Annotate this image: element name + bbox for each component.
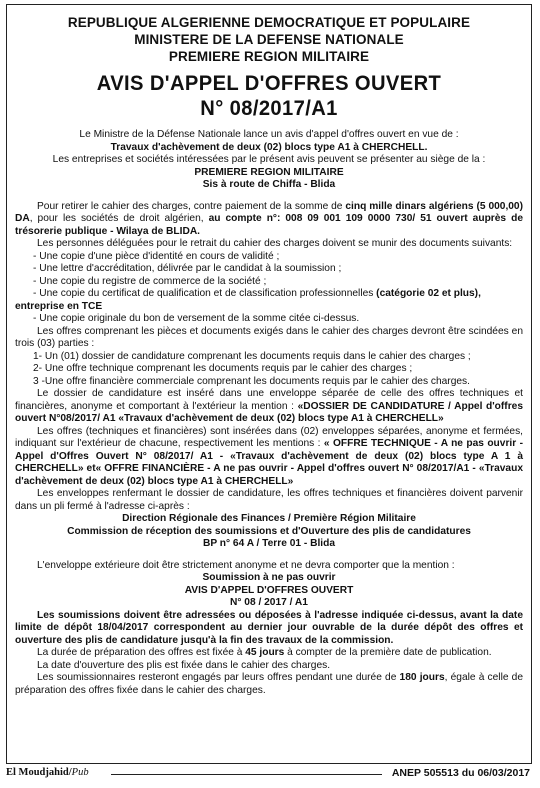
footer-pub: Pub: [71, 767, 89, 778]
notice-title: [25, 71, 513, 121]
parts-item-1: 1- Un (01) dossier de candidature comprenant les documents requis dans le cahier des charges ;: [33, 350, 471, 362]
parts-item-3: 3 -Une offre financière commerciale comprenant les documents requis par le cahier des charges.: [33, 375, 470, 387]
outer-mention-3: N° 08 / 2017 / A1: [230, 597, 308, 608]
outer-paragraph: L'enveloppe extérieure doit être strictement anonyme et ne devra comporter que la mention :: [37, 559, 455, 571]
document-item-4: [15, 288, 523, 313]
document-item-5: - Une copie originale du bon de versement de la somme citée ci-dessus.: [33, 313, 360, 324]
engagement-paragraph: [15, 672, 523, 697]
intro-text-2: Les entreprises et sociétés intéressées par le présent avis peuvent se présenter au siège de la :: [52, 154, 486, 165]
withdraw-a: Pour retirer le cahier des charges, contre paiement de la somme de: [37, 200, 346, 212]
offers-mention: « OFFRE TECHNIQUE - A ne pas ouvrir - Appel d'Offres Ouvert N° 08/2017/ A1 - «Travaux d'achèvement de deux (02) blocs type A 1 à CHERCHELL» et« OFFRE FINANCIÈRE - A ne pas ouvrir - Appel d'offres ouvert N° 08/2017/A1 - «Travaux d'achèvement de deux (02) blocs type A1 à CHERCHELL»: [15, 438, 523, 487]
envelopes-address-2: Commission de réception des soumissions et d'Ouverture des plis de candidatures: [67, 525, 471, 537]
header-ministry: MINISTERE DE LA DEFENSE NATIONALE: [134, 32, 404, 47]
intro-text: Le Ministre de la Défense Nationale lance un avis d'appel d'offres ouvert en vue de :: [79, 129, 459, 140]
footer-publication: [6, 767, 89, 778]
notice-body: [15, 129, 523, 697]
engagement-days: 180 jours: [399, 672, 445, 683]
withdraw-c: , pour les sociétés de droit algérien,: [29, 213, 209, 224]
document-item-1: - Une copie d'une pièce d'identité en cours de validité ;: [33, 250, 280, 262]
notice-frame: [6, 4, 532, 764]
intro-object: Travaux d'achèvement de deux (02) blocs type A1 à CHERCHELL.: [110, 141, 428, 153]
duration-c: à compter de la première date de publication.: [284, 647, 492, 658]
envelopes-address-3: BP n° 64 A / Terre 01 - Blida: [202, 538, 336, 549]
document-item-4b: (catégorie 02 et plus), entreprise en TCE: [15, 288, 481, 312]
parts-intro: Les offres comprenant les pièces et documents exigés dans le cahier des charges devront être scindées en trois (03) parties :: [15, 325, 523, 349]
candidature-a: Le dossier de candidature est inséré dans une enveloppe séparée de celle des offres techniques et financières, anonyme et comportant à l'extérieur la mention :: [15, 388, 523, 412]
offers-a: Les offres (techniques et financières) sont insérées dans (02) enveloppes séparées, anonyme et fermées, indiquant sur l'extérieur de chacune, respectivement les mentions :: [15, 425, 523, 449]
engagement-a: Les soumissionnaires resteront engagés par leurs offres pendant une durée de: [37, 672, 400, 683]
opening-paragraph: La date d'ouverture des plis est fixée dans le cahier des charges.: [37, 659, 331, 671]
title-line-2: N° 08/2017/A1: [200, 97, 338, 120]
document-item-4a: - Une copie du certificat de qualification et de classification professionnelles: [33, 288, 377, 299]
envelopes-address-1: Direction Régionale des Finances / Première Région Militaire: [122, 513, 416, 524]
document-item-2: - Une lettre d'accréditation, délivrée par le candidat à la soumission ;: [33, 263, 342, 274]
intro-address-2: Sis à route de Chiffa - Blida: [202, 179, 336, 190]
intro-address-1: PREMIERE REGION MILITAIRE: [194, 166, 344, 178]
envelopes-paragraph: Les enveloppes renfermant le dossier de candidature, les offres techniques et financières doivent parvenir dans un pli fermé à l'adresse ci-après :: [15, 488, 523, 512]
engagement-c: , égale à celle de préparation des offres fixée dans le cahier des charges.: [15, 672, 523, 696]
deadline-paragraph: Les soumissions doivent être adressées ou déposées à l'adresse indiquée ci-dessus, avant la date limite de dépôt 18/04/2017 correspondent au dernier jour ouvrable de la durée dépôt des offres et ouverture des plis de candidature jusqu'à la fin des travaux de la commission.: [15, 609, 523, 646]
footer-paper: El Moudjahid/: [6, 767, 72, 778]
header-block: [15, 14, 523, 65]
documents-intro: Les personnes déléguées pour le retrait du cahier des charges doivent se munir des documents suivants:: [37, 238, 513, 249]
title-line-1: AVIS D'APPEL D'OFFRES OUVERT: [96, 72, 442, 95]
footer: [6, 767, 532, 783]
footer-divider: [111, 774, 382, 775]
candidature-mention: «DOSSIER DE CANDIDATURE / Appel d'offres ouvert N°08/2017/ A1 «Travaux d'achèvement de deux (02) blocs type A1 à CHERCHELL»: [15, 400, 523, 424]
offers-paragraph: [15, 426, 523, 489]
header-region: PREMIERE REGION MILITAIRE: [168, 49, 370, 64]
duration-paragraph: [15, 647, 523, 660]
withdraw-amount: cinq mille dinars algériens (5 000,00) DA: [15, 200, 523, 224]
candidature-paragraph: [15, 388, 523, 426]
header-republic: REPUBLIQUE ALGERIENNE DEMOCRATIQUE ET POPULAIRE: [67, 15, 471, 30]
outer-mention-1: Soumission à ne pas ouvrir: [202, 572, 336, 583]
footer-anep: ANEP 505513 du 06/03/2017: [391, 767, 530, 779]
withdraw-paragraph: [15, 201, 523, 239]
duration-a: La durée de préparation des offres est fixée à: [37, 647, 246, 658]
document-item-3: - Une copie du registre de commerce de la société ;: [33, 275, 267, 287]
parts-item-2: 2- Une offre technique comprenant les documents requis par le cahier des charges ;: [33, 363, 413, 374]
withdraw-account: au compte n°: 008 09 001 109 0000 730/ 51 ouvert auprès de trésorerie publique - Wilaya de BLIDA.: [15, 213, 523, 237]
duration-days: 45 jours: [245, 647, 285, 658]
outer-mention-2: AVIS D'APPEL D'OFFRES OUVERT: [184, 584, 354, 596]
